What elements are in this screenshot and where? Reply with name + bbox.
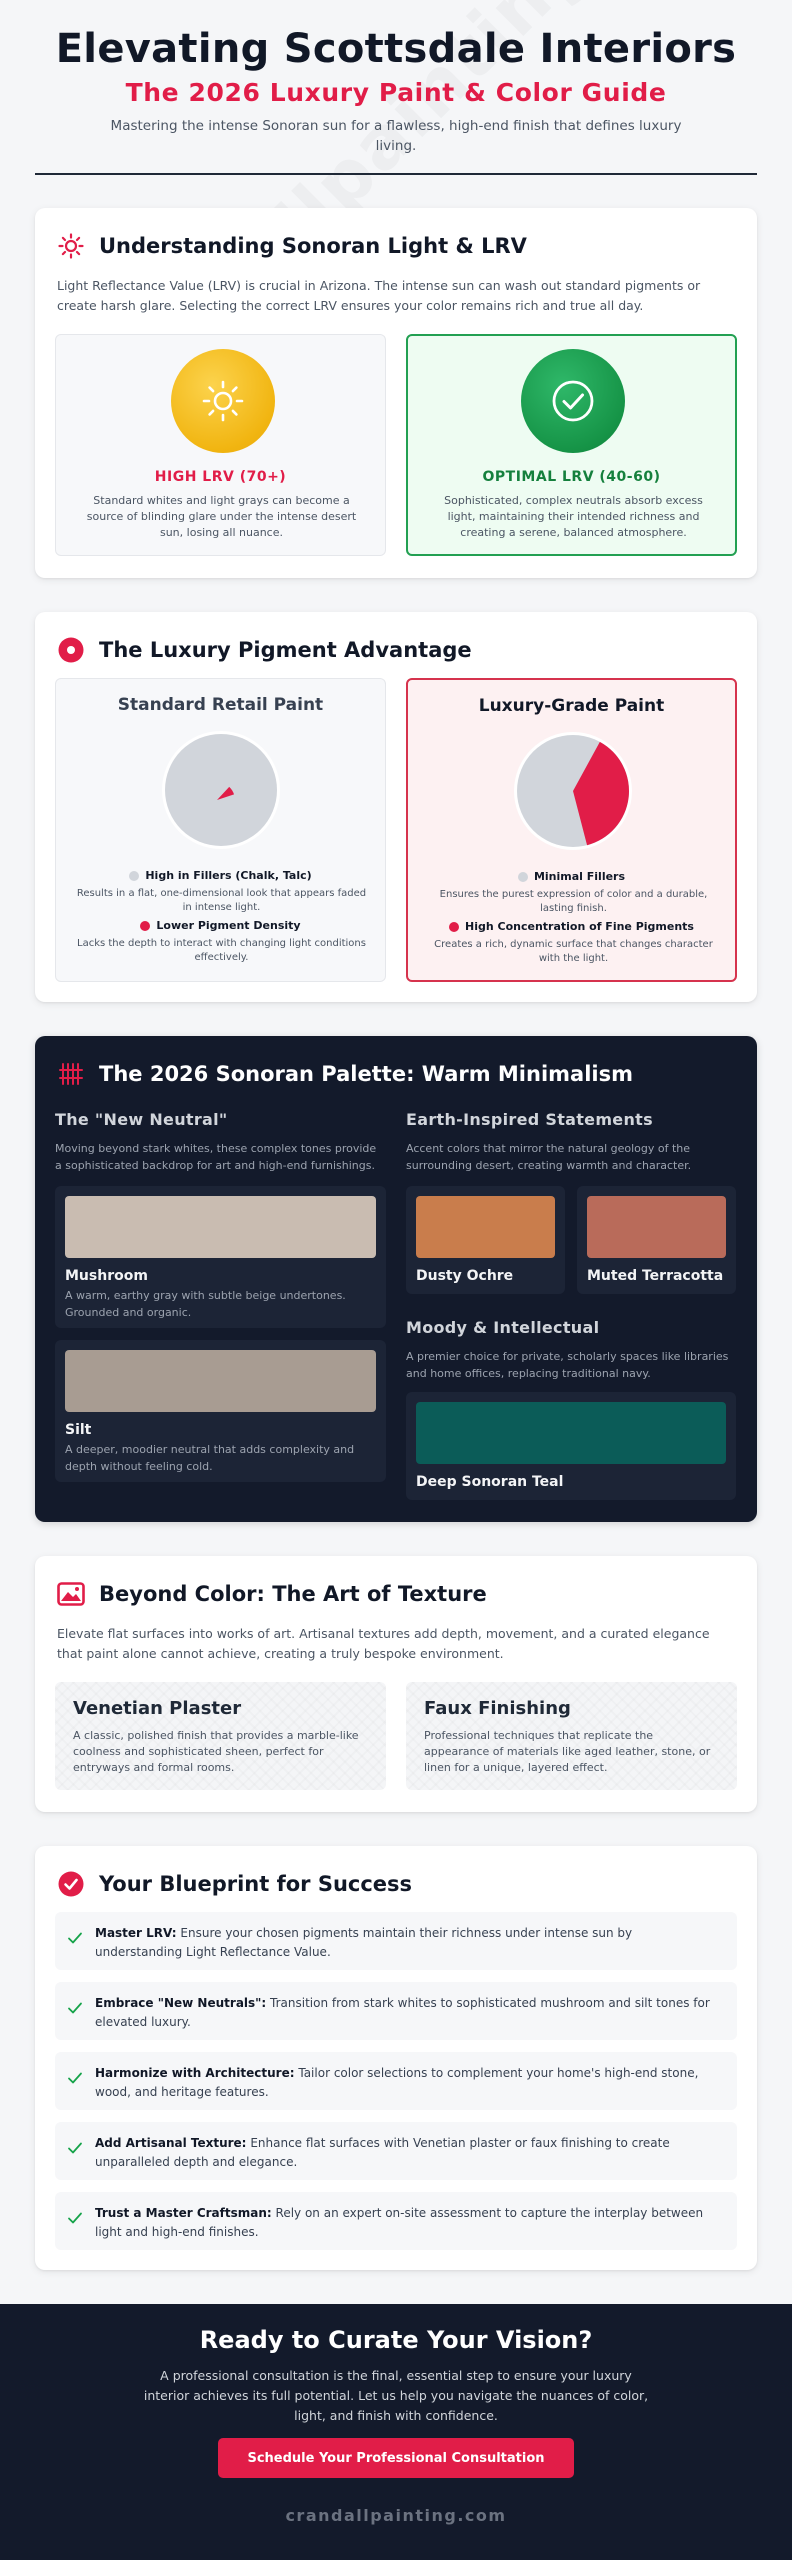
- muted-terracotta-color-swatch: [587, 1196, 726, 1258]
- blueprint-item-label: Add Artisanal Texture:: [95, 2136, 247, 2150]
- blueprint-item-body: Enhance flat surfaces with Venetian plaster or faux finishing to create unparalleled depth and elegance.: [95, 2136, 670, 2169]
- swatch-name: Silt: [65, 1422, 92, 1438]
- pigment-section-title: The Luxury Pigment Advantage: [99, 638, 472, 662]
- venetian-plaster-title: Venetian Plaster: [73, 1698, 242, 1719]
- luxury-paint-card: [406, 678, 737, 982]
- palette-section-title: The 2026 Sonoran Palette: Warm Minimalism: [99, 1062, 633, 1086]
- blueprint-item-text: [95, 2204, 720, 2242]
- faux-finishing-text: Professional techniques that replicate the appearance of materials like aged leather, stone, or linen for a unique, layered effect.: [424, 1729, 711, 1774]
- luxury-filler-legend: [408, 870, 735, 883]
- blueprint-item-body: Transition from stark whites to sophisticated mushroom and silt tones for elevated luxury.: [95, 1996, 710, 2029]
- image-icon: [57, 1580, 85, 1608]
- swatch-name: Mushroom: [65, 1268, 148, 1284]
- blueprint-item: [55, 2122, 737, 2180]
- pigment-swatch-dot: [140, 921, 150, 931]
- new-neutral-desc: Moving beyond stark whites, these complex tones provide a sophisticated backdrop for art and high-end furnishings.: [55, 1142, 377, 1172]
- luxury-paint-pie-chart: [512, 730, 634, 852]
- target-dot-icon: [57, 636, 85, 664]
- swatch-card-deep-sonoran-teal: [406, 1392, 736, 1500]
- filler-swatch-dot: [129, 871, 139, 881]
- venetian-plaster-card: [55, 1682, 386, 1790]
- standard-pigment-legend: [56, 919, 385, 932]
- blueprint-item-body: Rely on an expert on-site assessment to capture the interplay between light and high-end finishes.: [95, 2206, 704, 2239]
- pigment-section-header: [57, 636, 472, 664]
- check-circle-icon: [521, 349, 625, 453]
- swatch-card-dusty-ochre: [406, 1186, 565, 1294]
- swatch-desc: A deeper, moodier neutral that adds complexity and depth without feeling cold.: [65, 1443, 355, 1473]
- cta-title: Ready to Curate Your Vision?: [199, 2326, 593, 2354]
- faux-finishing-title: Faux Finishing: [424, 1698, 571, 1719]
- standard-paint-pie-chart: [160, 729, 282, 851]
- page-subtitle: The 2026 Luxury Paint & Color Guide: [125, 78, 667, 107]
- paint-stripes-icon: [57, 1060, 85, 1088]
- optimal-lrv-card: [406, 334, 737, 556]
- luxury-filler-label: Minimal Fillers: [533, 870, 626, 883]
- blueprint-item-text: [95, 2064, 720, 2102]
- blueprint-item: [55, 1982, 737, 2040]
- luxury-filler-desc: Ensures the purest expression of color and a durable, lasting finish.: [439, 889, 708, 914]
- pigment-swatch-dot: [449, 922, 459, 932]
- check-icon: [67, 2140, 83, 2156]
- texture-section: [35, 1556, 757, 1812]
- schedule-consultation-button[interactable]: Schedule Your Professional Consultation: [218, 2438, 574, 2478]
- standard-filler-label: High in Fillers (Chalk, Talc): [145, 869, 312, 882]
- filler-swatch-dot: [518, 872, 528, 882]
- texture-section-header: [57, 1580, 487, 1608]
- moody-intellectual-desc: A premier choice for private, scholarly spaces like libraries and home offices, replacing traditional navy.: [406, 1350, 729, 1380]
- check-icon: [67, 1930, 83, 1946]
- moody-intellectual-heading: Moody & Intellectual: [406, 1318, 600, 1337]
- blueprint-item: [55, 2192, 737, 2250]
- faux-finishing-card: [406, 1682, 737, 1790]
- lrv-section-title: Understanding Sonoran Light & LRV: [99, 234, 527, 258]
- check-icon: [67, 2070, 83, 2086]
- sun-icon: [57, 232, 85, 260]
- swatch-name: Dusty Ochre: [416, 1268, 514, 1284]
- deep-sonoran-teal-color-swatch: [416, 1402, 726, 1464]
- swatch-card-muted-terracotta: [577, 1186, 736, 1294]
- blueprint-item-text: [95, 1924, 720, 1962]
- luxury-pigment-label: High Concentration of Fine Pigments: [465, 920, 694, 933]
- hero-header: [0, 0, 792, 176]
- standard-paint-card: [55, 678, 386, 982]
- blueprint-item-text: [95, 2134, 720, 2172]
- optimal-lrv-label: OPTIMAL LRV (40-60): [482, 469, 661, 485]
- silt-color-swatch: [65, 1350, 376, 1412]
- new-neutral-heading: The "New Neutral": [55, 1110, 228, 1129]
- bright-sun-icon: [171, 349, 275, 453]
- swatch-card-mushroom: [55, 1186, 386, 1328]
- earth-statements-desc: Accent colors that mirror the natural geology of the surrounding desert, creating warmth and character.: [406, 1142, 692, 1172]
- pigment-section: [35, 612, 757, 1002]
- luxury-pigment-desc: Creates a rich, dynamic surface that changes character with the light.: [434, 939, 713, 964]
- check-icon: [67, 2000, 83, 2016]
- earth-statements-heading: Earth-Inspired Statements: [406, 1110, 653, 1129]
- footer-website: crandallpainting.com: [285, 2506, 507, 2525]
- high-lrv-card: [55, 334, 386, 556]
- check-circle-icon: [57, 1870, 85, 1898]
- high-lrv-label: HIGH LRV (70+): [154, 469, 287, 485]
- swatch-card-silt: [55, 1340, 386, 1482]
- standard-pigment-label: Lower Pigment Density: [156, 919, 301, 932]
- swatch-name: Muted Terracotta: [587, 1268, 724, 1284]
- standard-filler-desc: Results in a flat, one-dimensional look that appears faded in intense light.: [76, 888, 367, 913]
- blueprint-section-title: Your Blueprint for Success: [99, 1872, 413, 1896]
- blueprint-item-text: [95, 1994, 720, 2032]
- blueprint-item-label: Harmonize with Architecture:: [95, 2066, 295, 2080]
- standard-pigment-desc: Lacks the depth to interact with changing light conditions effectively.: [77, 938, 366, 963]
- cta-text: A professional consultation is the final, essential step to ensure your luxury interior achieves its full potential. Let us help you navigate the nuances of color, light, and finish with confidence.: [143, 2368, 649, 2423]
- blueprint-item-body: Tailor color selections to complement your home's high-end stone, wood, and heritage features.: [95, 2066, 699, 2099]
- venetian-plaster-text: A classic, polished finish that provides a marble-like coolness and sophisticated sheen, perfect for entryways and formal rooms.: [73, 1729, 359, 1774]
- lrv-section: [35, 208, 757, 578]
- check-icon: [67, 2210, 83, 2226]
- page-title: Elevating Scottsdale Interiors: [55, 26, 737, 72]
- blueprint-item-body: Ensure your chosen pigments maintain their richness under intense sun by understanding Light Reflectance Value.: [95, 1926, 633, 1959]
- cta-footer: [0, 2304, 792, 2560]
- standard-paint-title: Standard Retail Paint: [117, 695, 324, 715]
- dusty-ochre-color-swatch: [416, 1196, 555, 1258]
- palette-section-header: [57, 1060, 633, 1088]
- texture-intro: Elevate flat surfaces into works of art. Artisanal textures add depth, movement, and a curated elegance that paint alone cannot achieve, creating a truly bespoke environment.: [57, 1626, 710, 1661]
- lrv-intro: Light Reflectance Value (LRV) is crucial in Arizona. The intense sun can wash out standard pigments or create harsh glare. Selecting the correct LRV ensures your color remains rich and true all day.: [57, 278, 701, 313]
- page-description: Mastering the intense Sonoran sun for a flawless, high-end finish that defines luxury living.: [110, 118, 682, 154]
- swatch-desc: A warm, earthy gray with subtle beige undertones. Grounded and organic.: [65, 1289, 346, 1319]
- blueprint-item: [55, 1912, 737, 1970]
- palette-section: [35, 1036, 757, 1522]
- standard-filler-legend: [56, 869, 385, 882]
- blueprint-item-label: Master LRV:: [95, 1926, 177, 1940]
- swatch-name: Deep Sonoran Teal: [416, 1474, 564, 1490]
- high-lrv-text: Standard whites and light grays can become a source of blinding glare under the intense desert sun, losing all nuance.: [86, 494, 357, 539]
- blueprint-item-label: Trust a Master Craftsman:: [95, 2206, 272, 2220]
- luxury-paint-title: Luxury-Grade Paint: [478, 696, 665, 716]
- blueprint-section: [35, 1846, 757, 2270]
- mushroom-color-swatch: [65, 1196, 376, 1258]
- blueprint-section-header: [57, 1870, 412, 1898]
- luxury-pigment-legend: [408, 920, 735, 933]
- blueprint-item: [55, 2052, 737, 2110]
- header-divider: [35, 173, 757, 175]
- pie-slice-filler: [165, 734, 277, 846]
- texture-section-title: Beyond Color: The Art of Texture: [99, 1582, 487, 1606]
- blueprint-item-label: Embrace "New Neutrals":: [95, 1996, 267, 2010]
- optimal-lrv-text: Sophisticated, complex neutrals absorb excess light, maintaining their intended richness and creating a serene, balanced atmosphere.: [444, 494, 703, 539]
- lrv-section-header: [57, 232, 527, 260]
